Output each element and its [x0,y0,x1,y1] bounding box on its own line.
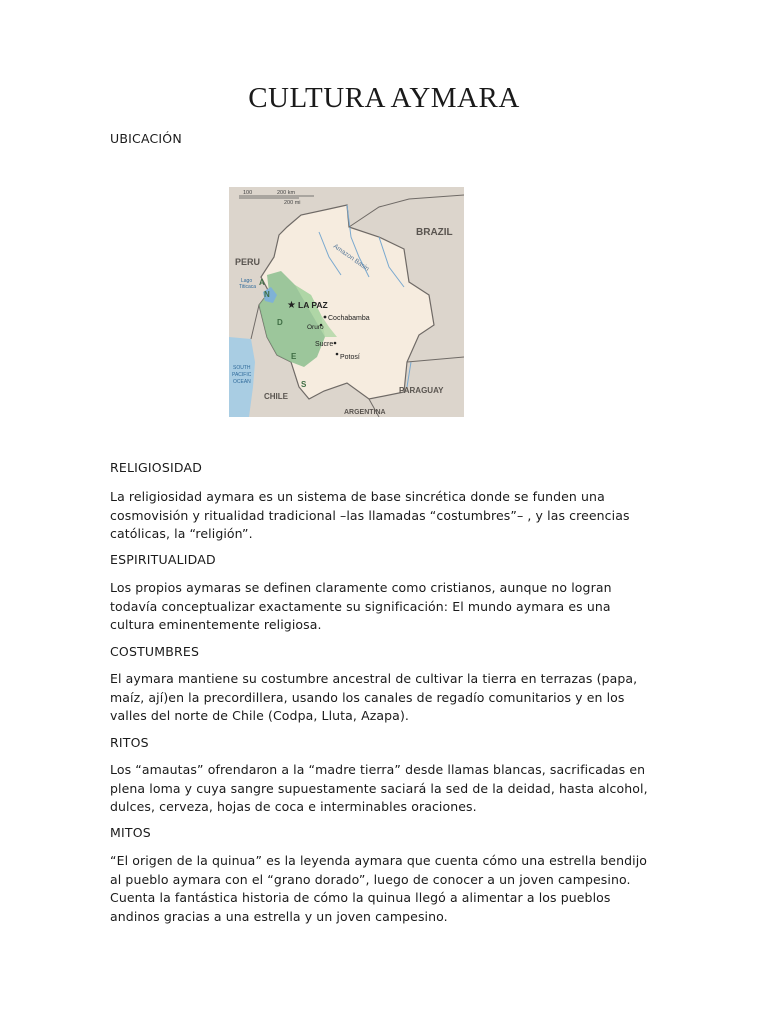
map-label-amazon: Amazon Basin [331,242,371,273]
bolivia-map [229,187,464,417]
map-label-la-paz: LA PAZ [298,300,328,310]
la-paz-star-icon: ★ [287,300,296,311]
map-label-argentina: ARGENTINA [344,409,386,416]
map-label-paraguay: PARAGUAY [399,386,444,395]
heading-costumbres: COSTUMBRES [110,644,200,659]
map-label-ocean-3: OCEAN [233,379,251,385]
paragraph-ritos: Los “amautas” ofrendaron a la “madre tierra” desde llamas blancas, sacrificadas en plena loma y cuya sangre supuestamente saciará la sed de la deidad, hasta alcohol, dulces, cerveza, hojas de coca e interminables oraciones. [110,762,648,814]
paragraph-espiritualidad: Los propios aymaras se definen claramente como cristianos, aunque no logran todavía conceptualizar exactamente su significación: El mundo aymara es una cultura eminentemente religiosa. [110,580,612,632]
map-label-andes-s: S [301,380,307,389]
map-label-andes-a: A [259,278,265,287]
heading-ritos: RITOS [110,735,149,750]
cochabamba-dot-icon [324,316,327,319]
map-label-chile: CHILE [264,392,288,401]
scale-label-km: 200 km [277,190,296,196]
sucre-dot-icon [334,342,337,345]
map-label-brazil: BRAZIL [416,227,453,238]
map-label-cochabamba: Cochabamba [328,315,370,322]
map-label-lago: Lago [241,278,253,284]
map-label-oruro: Oruro [307,324,324,331]
map-label-andes-e: E [291,352,297,361]
heading-espiritualidad: ESPIRITUALIDAD [110,552,216,567]
map-label-peru: PERU [235,257,261,267]
heading-ubicacion: UBICACIÓN [110,131,182,146]
scale-label-mi: 200 mi [284,200,301,206]
document-title: CULTURA AYMARA [248,82,520,114]
map-label-andes-d: D [277,318,283,327]
potosi-dot-icon [336,353,339,356]
map-label-titicaca: Titicaca [239,284,257,290]
heading-religiosidad: RELIGIOSIDAD [110,460,203,475]
map-label-potosi: Potosí [340,354,360,361]
paragraph-mitos: “El origen de la quinua” es la leyenda aymara que cuenta cómo una estrella bendijo al pueblo aymara con el “grano dorado”, luego de conocer a un joven campesino. Cuenta la fantástica historia de cómo la quinua llegó a alimentar a los pueblos andinos gracias a una estrella y un joven campesino. [110,853,648,924]
map-label-ocean-2: PACIFIC [232,372,252,378]
scale-label-100: 100 [243,190,253,196]
heading-mitos: MITOS [110,825,151,840]
paragraph-religiosidad: La religiosidad aymara es un sistema de base sincrética donde se funden una cosmovisión y ritualidad tradicional –las llamadas “costumbres”– , y las creencias católicas, la “religión”. [110,489,630,541]
map-label-ocean-1: SOUTH [233,365,251,371]
map-label-andes-n: N [264,290,270,299]
map-label-sucre: Sucre [315,341,334,348]
paragraph-costumbres: El aymara mantiene su costumbre ancestral de cultivar la tierra en terrazas (papa, maíz, ají)en la precordillera, usando los canales de regadío comunitarios y en los valles del norte de Chile (Codpa, Lluta, Azapa). [110,671,638,723]
